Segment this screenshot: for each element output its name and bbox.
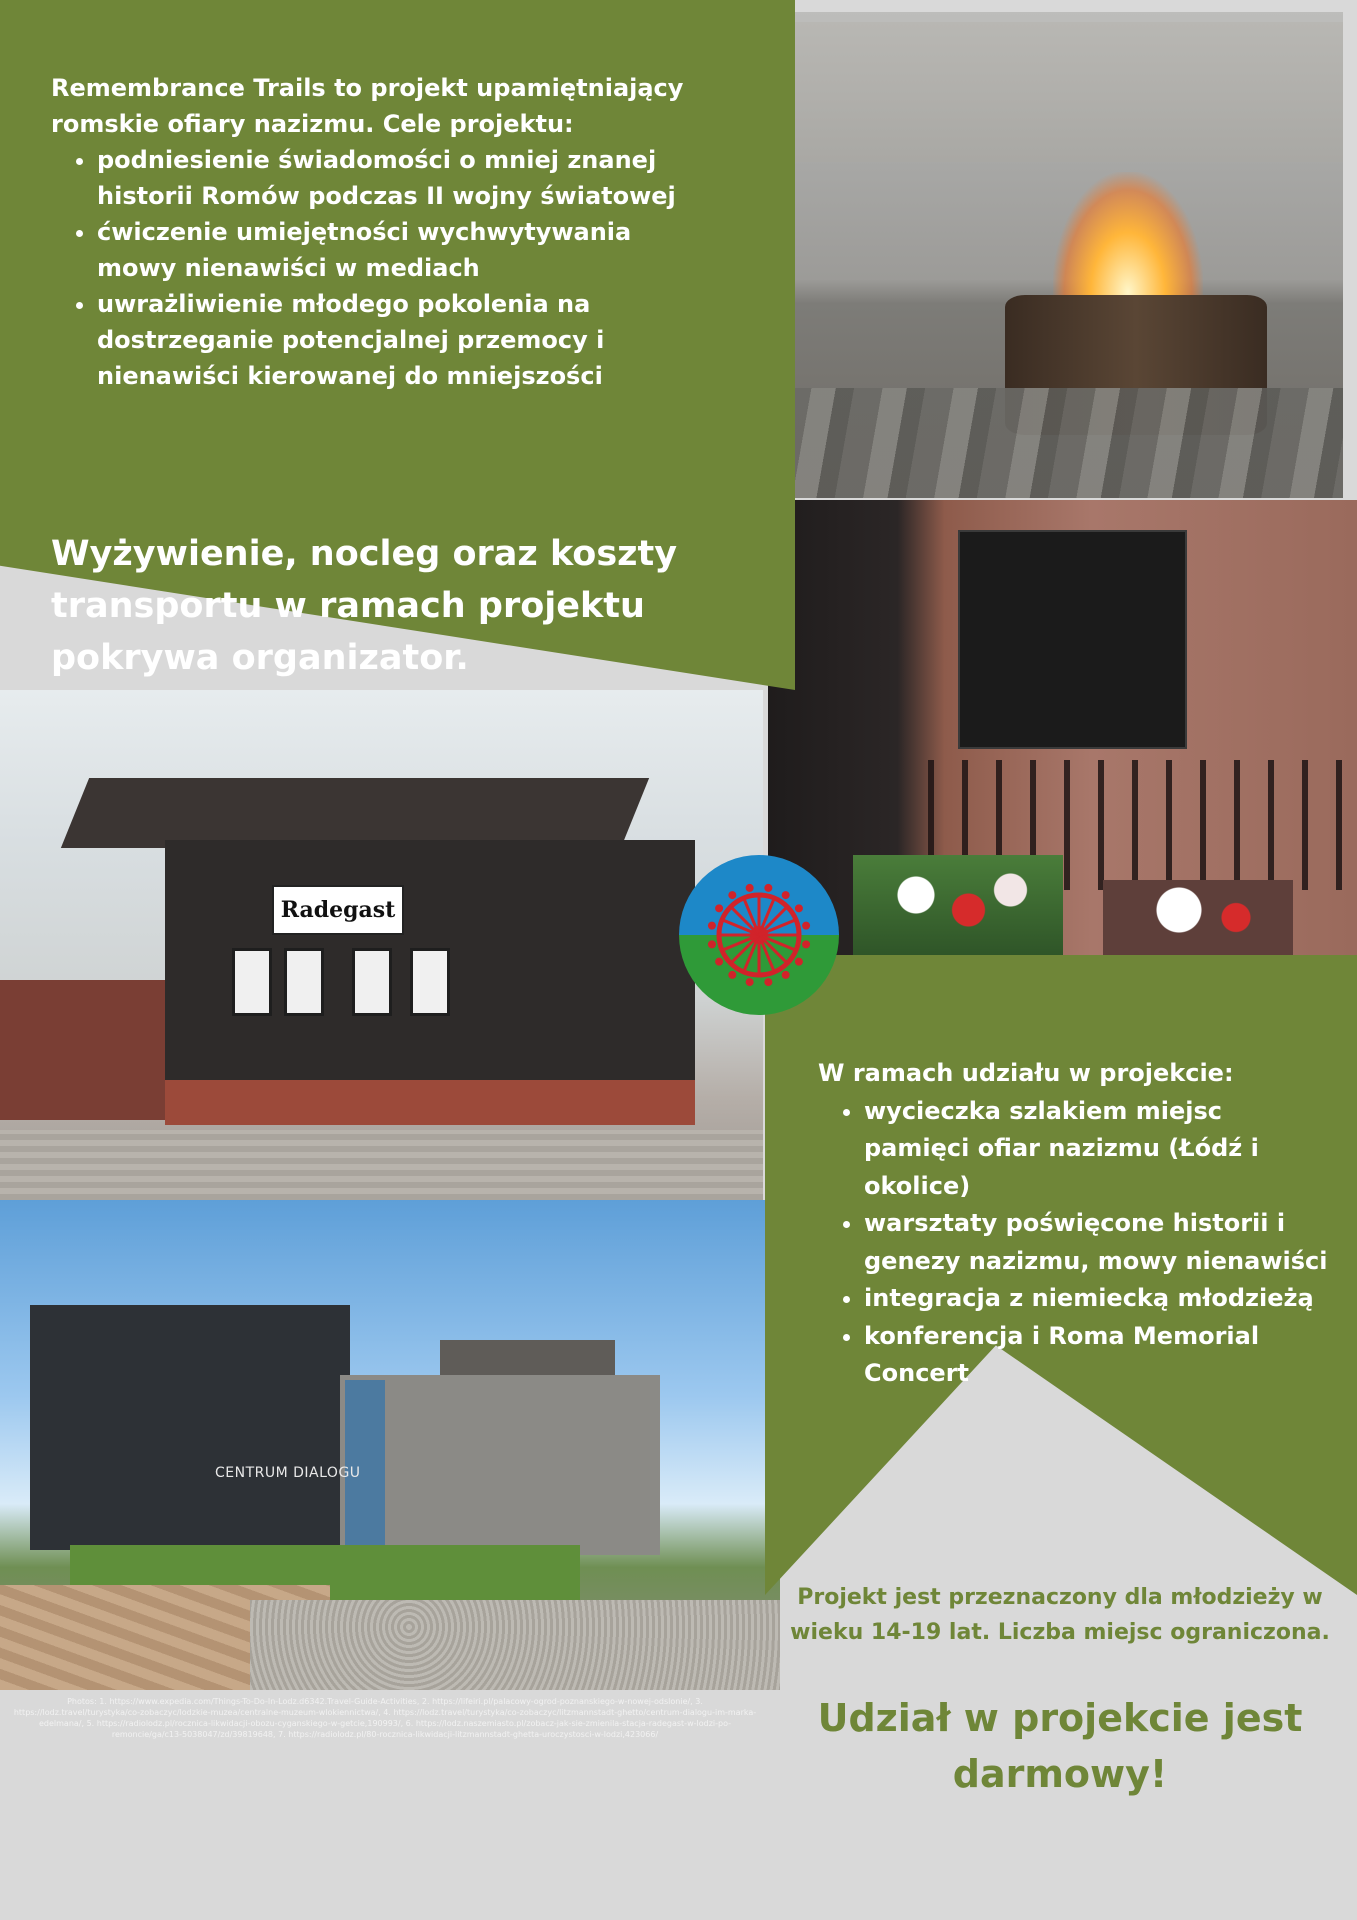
participation-list xyxy=(818,1093,1328,1393)
goal-item: • uwrażliwienie młodego pokolenia na dostrzeganie potencjalnej przemocy i nienawiści kierowanej do mniejszości xyxy=(97,286,701,394)
goal-item: • ćwiczenie umiejętności wychwytywania mowy nienawiści w mediach xyxy=(97,214,701,286)
participation-section xyxy=(818,1055,1328,1393)
participation-item: • integracja z niemiecką młodzieżą xyxy=(864,1280,1328,1318)
participation-heading: W ramach udziału w projekcie: xyxy=(818,1059,1234,1087)
eligibility-note: Projekt jest przeznaczony dla młodzieży w wieku 14-19 lat. Liczba miejsc ograniczona. xyxy=(790,1585,1330,1645)
roma-flag-icon xyxy=(679,855,839,1015)
free-participation-note: Udział w projekcie jest darmowy! xyxy=(817,1696,1303,1796)
intro-lead: Remembrance Trails to projekt upamiętniający romskie ofiary nazizmu. Cele projektu: xyxy=(51,74,684,138)
eternal-flame-photo xyxy=(783,12,1343,498)
participation-item: • konferencja i Roma Memorial Concert xyxy=(864,1318,1328,1393)
photo-credits: Photos: 1. https://www.expedia.com/Things-To-Do-In-Lodz.d6342.Travel-Guide-Activities, 2. https://lifeiri.pl/palacowy-ogrod-poznanskiego-w-nowej-odslonie/, 3. https://lodz.travel/turystyka/co-zobaczyc/lodzkie-muzea/centralne-muzeum-wlokiennictwa/, 4. https://lodz.travel/turystyka/co-zobaczyc/litzmannstadt-ghetto/centrum-dialogu-im-marka-edelmana/, 5. https://radiolodz.pl/rocznica-likwidacji-obozu-cyganskiego-w-getcie,190993/, 6. https://lodz.naszemiasto.pl/zobacz-jak-sie-zmienila-stacja-radegast-w-lodzi-po-remoncie/ga/c13-5038047/zd/39819648, 7. https://radiolodz.pl/80-rocznica-likwidacji-litzmannstadt-ghetta-uroczystosci-w-lodzi,423066/ xyxy=(13,1697,757,1739)
centrum-dialogu-sign: CENTRUM DIALOGU xyxy=(215,1465,361,1481)
goal-item: • podniesienie świadomości o mniej znanej historii Romów podczas II wojny światowej xyxy=(97,142,701,214)
radegast-sign: Radegast xyxy=(272,885,404,935)
goals-list xyxy=(51,142,701,394)
radegast-station-photo xyxy=(0,690,763,1200)
memorial-plaque-photo xyxy=(768,500,1357,955)
coverage-note: Wyżywienie, nocleg oraz koszty transportu w ramach projektu pokrywa organizator. xyxy=(51,534,678,678)
participation-item: • wycieczka szlakiem miejsc pamięci ofiar nazizmu (Łódź i okolice) xyxy=(864,1093,1328,1206)
centrum-dialogu-photo xyxy=(0,1200,780,1690)
project-intro xyxy=(51,70,701,394)
participation-item: • warsztaty poświęcone historii i genezy nazizmu, mowy nienawiści xyxy=(864,1205,1328,1280)
